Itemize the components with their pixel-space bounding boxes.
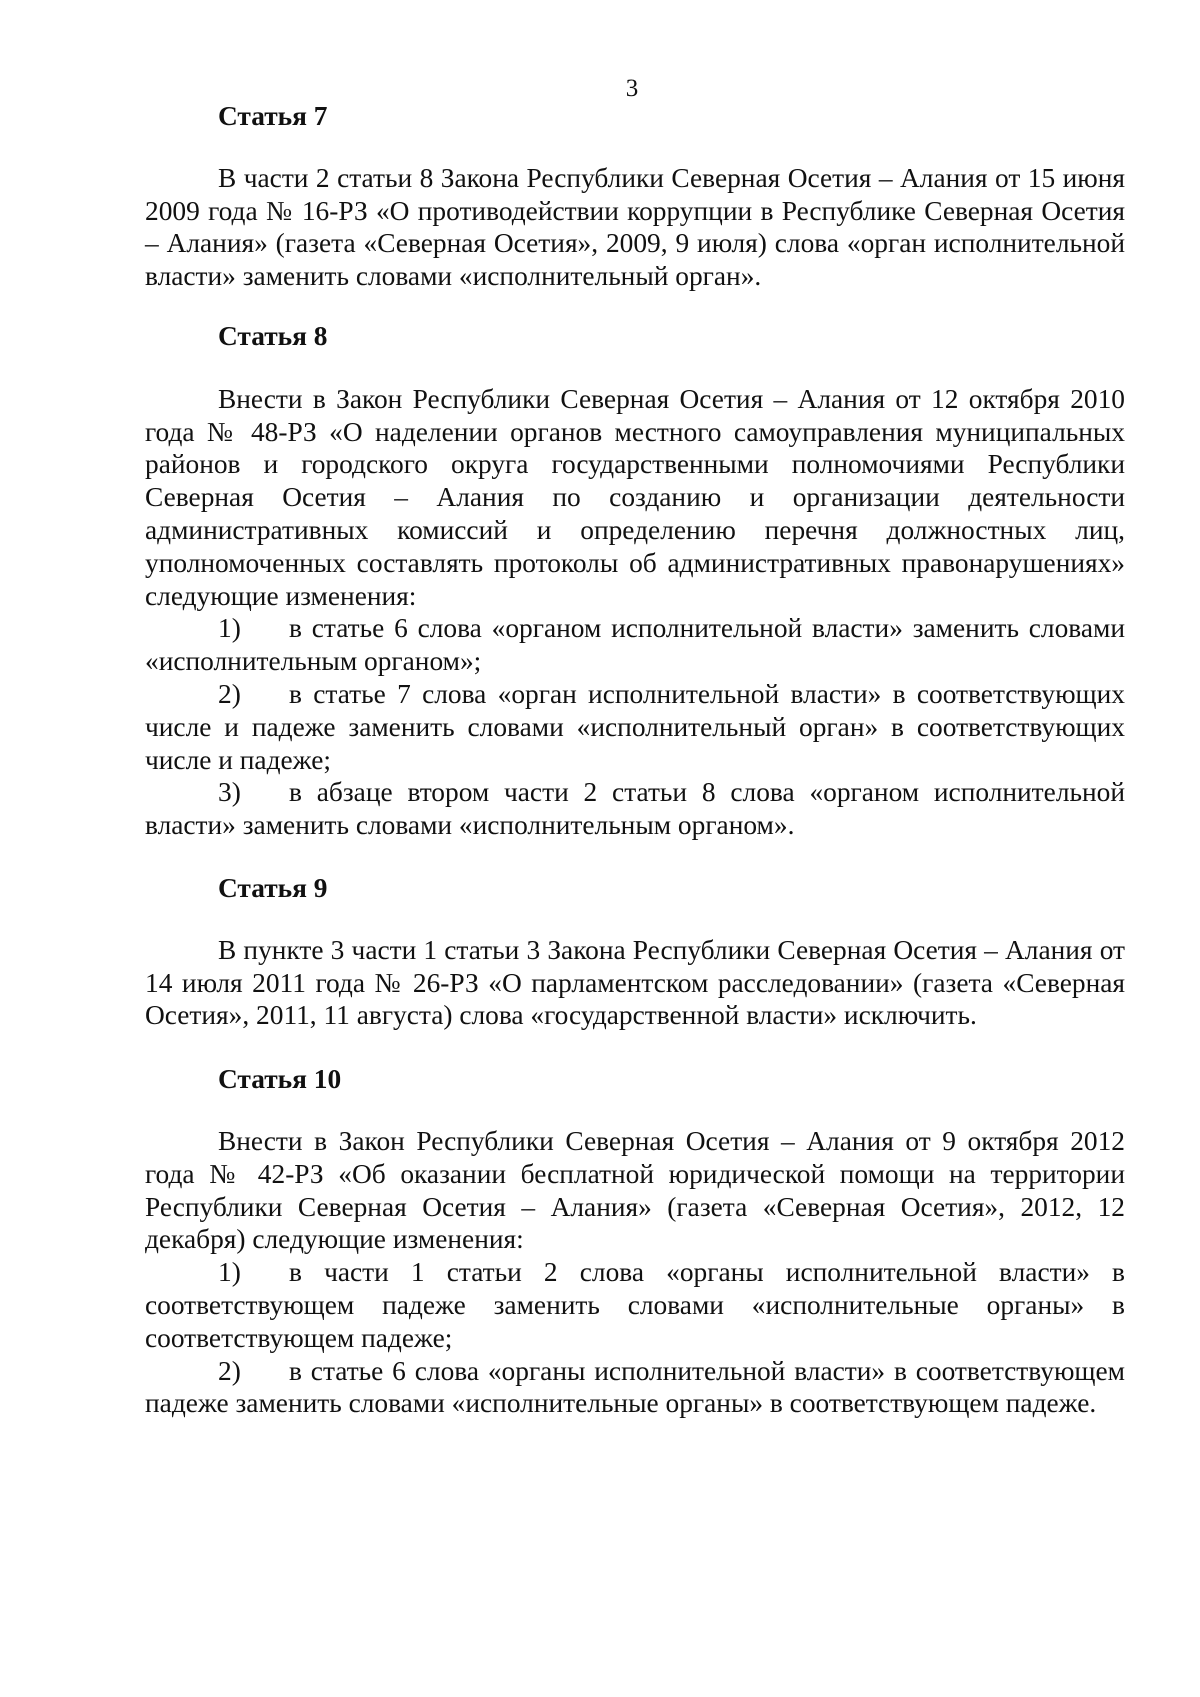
list-item — [145, 1355, 1125, 1421]
article-paragraph: Внести в Закон Республики Северная Осетия – Алания от 9 октября 2012 года № 42-РЗ «Об оказании бесплатной юридической помощи на территории Республики Северная Осетия – Алания» (газета «Северная Осетия», 2012, 12 декабря) следующие изменения: — [145, 1125, 1125, 1255]
list-item-number: 2) — [218, 1355, 241, 1386]
article-heading: Статья 9 — [218, 872, 328, 903]
list-item-number: 3) — [218, 777, 241, 808]
article-paragraph: В пункте 3 части 1 статьи 3 Закона Республики Северная Осетия – Алания от 14 июля 2011 года № 26-РЗ «О парламентском расследовании» (газета «Северная Осетия», 2011, 11 августа) слова «государственной власти» исключить. — [145, 934, 1125, 1031]
article-7 — [145, 100, 1125, 293]
list-item — [145, 612, 1125, 678]
list-item-text: в части 1 статьи 2 слова «органы исполнительной власти» в соответствующем падеже заменить словами «исполнительные органы» в соответствующем падеже; — [145, 1257, 1125, 1353]
list-item-number: 1) — [218, 613, 241, 644]
list-item-number: 1) — [218, 1257, 241, 1288]
article-9 — [145, 872, 1125, 1032]
article-heading: Статья 8 — [218, 320, 328, 351]
article-10 — [145, 1063, 1125, 1420]
list-item — [145, 776, 1125, 842]
list-item — [145, 1256, 1125, 1354]
article-paragraph: Внести в Закон Республики Северная Осетия – Алания от 12 октября 2010 года № 48-РЗ «О наделении органов местного самоуправления муниципальных районов и городского округа государственными полномочиями Республики Северная Осетия – Алания по созданию и организации деятельности административных комиссий и определению перечня должностных лиц, уполномоченных составлять протоколы об административных правонарушениях» следующие изменения: — [145, 383, 1125, 611]
list-item-text: в статье 7 слова «орган исполнительной власти» в соответствующих числе и падеже заменить словами «исполнительный орган» в соответствующих числе и падеже; — [145, 678, 1125, 775]
article-heading: Статья 7 — [218, 101, 328, 131]
document-body — [145, 100, 1125, 1420]
list-item-text: в статье 6 слова «органом исполнительной власти» заменить словами «исполнительным органом»; — [145, 613, 1125, 677]
list-item — [145, 678, 1125, 776]
list-item-text: в абзаце втором части 2 статьи 8 слова «органом исполнительной власти» заменить словами «исполнительным органом». — [145, 777, 1125, 841]
article-paragraph: В части 2 статьи 8 Закона Республики Северная Осетия – Алания от 15 июня 2009 года № 16-РЗ «О противодействии коррупции в Республике Северная Осетия – Алания» (газета «Северная Осетия», 2009, 9 июля) слова «орган исполнительной власти» заменить словами «исполнительный орган». — [145, 162, 1125, 292]
page-number: 3 — [625, 75, 639, 102]
article-heading: Статья 10 — [218, 1064, 342, 1095]
list-item-text: в статье 6 слова «органы исполнительной власти» в соответствующем падеже заменить словами «исполнительные органы» в соответствующем падеже. — [145, 1355, 1125, 1419]
article-8 — [145, 320, 1125, 842]
list-item-number: 2) — [218, 678, 241, 709]
